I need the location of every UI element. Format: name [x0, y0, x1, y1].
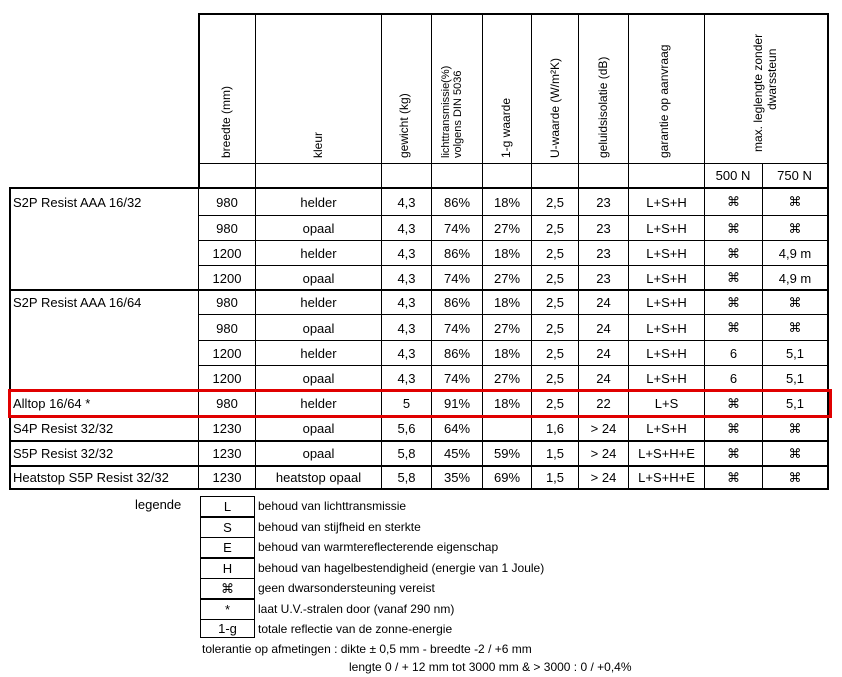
cell-breedte: 1230 — [212, 470, 242, 485]
cell-garantie: L+S+H — [646, 295, 687, 310]
cell-g: 27% — [493, 371, 521, 386]
grid-line — [628, 13, 629, 187]
tolerance-note-line1: tolerantie op afmetingen : dikte ± 0,5 mm - breedte -2 / +6 mm — [202, 642, 532, 656]
product-name-cell — [9, 242, 198, 265]
cell-licht: 91% — [443, 396, 471, 411]
cell-gewicht: 4,3 — [397, 320, 416, 336]
product-name-cell — [9, 316, 198, 340]
legend-description: behoud van stijfheid en sterkte — [258, 519, 421, 534]
cell-u: 2,5 — [545, 270, 565, 286]
cell-garantie: L+S — [654, 396, 679, 411]
cell-breedte: 1200 — [212, 346, 242, 361]
cell-g: 59% — [493, 446, 521, 461]
cell-breedte: 1230 — [212, 446, 242, 461]
grid-line — [198, 340, 827, 341]
cell-breedte: 980 — [216, 194, 238, 210]
cell-g: 18% — [493, 295, 521, 310]
cell-gewicht: 5 — [402, 396, 411, 411]
cell-gewicht: 4,3 — [397, 371, 416, 386]
cell-kleur: opaal — [302, 221, 335, 236]
product-name-cell: Alltop 16/64 * — [13, 396, 91, 411]
cell-gewicht: 5,8 — [397, 446, 416, 461]
cell-geluid: 24 — [596, 320, 611, 336]
header-dwarssteun: dwarssteun — [765, 48, 779, 110]
cell-n500: 6 — [729, 371, 738, 386]
cell-licht: 74% — [443, 221, 471, 236]
cell-u: 1,6 — [545, 421, 565, 436]
cell-geluid: 22 — [596, 396, 611, 411]
cell-licht: 64% — [443, 421, 471, 436]
cell-garantie: L+S+H — [646, 421, 687, 436]
cell-licht: 86% — [443, 194, 471, 210]
header-1g-waarde: 1-g waarde — [499, 97, 513, 158]
cell-n750: 5,1 — [785, 346, 805, 361]
cell-gewicht: 5,6 — [397, 421, 416, 436]
header-750n: 750 N — [777, 167, 812, 183]
cell-gewicht: 4,3 — [397, 194, 416, 210]
cell-licht: 74% — [443, 270, 471, 286]
cell-n500: ⌘ — [727, 220, 740, 236]
legend-key: * — [200, 599, 255, 620]
grid-line — [531, 13, 532, 187]
cell-n500: 6 — [729, 346, 738, 361]
legend-key: ⌘ — [200, 578, 255, 599]
cell-n750: 5,1 — [785, 371, 805, 386]
cell-kleur: helder — [300, 194, 337, 210]
grid-line — [198, 240, 827, 241]
cell-kleur: opaal — [302, 320, 335, 336]
cell-u: 2,5 — [545, 194, 565, 210]
cell-kleur: opaal — [302, 421, 335, 436]
cell-g: 27% — [493, 270, 521, 286]
cell-licht: 86% — [443, 295, 471, 310]
legend-key: L — [200, 496, 255, 517]
cell-kleur: opaal — [302, 270, 335, 286]
grid-line — [827, 13, 829, 187]
grid-line — [255, 13, 256, 187]
header-gewicht: gewicht (kg) — [397, 93, 411, 158]
legend-description: behoud van hagelbestendigheid (energie van 1 Joule) — [258, 560, 545, 575]
header-geluidsisolatie: geluidsisolatie (dB) — [596, 56, 610, 158]
cell-n750: ⌘ — [788, 445, 802, 461]
cell-n500: ⌘ — [727, 270, 740, 285]
cell-kleur: heatstop opaal — [275, 470, 362, 485]
grid-line — [198, 314, 827, 315]
cell-geluid: > 24 — [590, 446, 617, 461]
cell-n750: ⌘ — [788, 420, 802, 436]
cell-u: 2,5 — [545, 221, 565, 236]
cell-breedte: 980 — [216, 396, 238, 411]
cell-kleur: opaal — [302, 446, 335, 461]
cell-licht: 74% — [443, 371, 471, 386]
cell-n750: 5,1 — [785, 396, 805, 411]
legend-key: E — [200, 537, 255, 558]
header-u-waarde: U-waarde (W/m²K) — [548, 57, 562, 158]
cell-licht: 35% — [443, 470, 471, 485]
product-name-cell: S2P Resist AAA 16/64 — [13, 295, 142, 310]
legend-description: behoud van warmtereflecterende eigenschap — [258, 540, 499, 554]
cell-n500: ⌘ — [727, 194, 740, 209]
header-kleur: kleur — [311, 131, 325, 158]
cell-breedte: 1200 — [212, 371, 242, 386]
cell-u: 2,5 — [545, 371, 565, 386]
tolerance-note-line2: lengte 0 / + 12 mm tot 3000 mm & > 3000 : 0 / +0,4% — [349, 660, 632, 674]
cell-geluid: 24 — [596, 295, 611, 310]
cell-garantie: L+S+H — [646, 270, 687, 286]
grid-line — [198, 265, 827, 266]
cell-u: 1,5 — [545, 446, 565, 461]
grid-line — [198, 215, 827, 216]
product-name-cell — [9, 342, 198, 365]
cell-n500: ⌘ — [727, 294, 740, 310]
cell-g — [483, 417, 531, 440]
legend-description: geen dwarsondersteuning vereist — [258, 581, 435, 595]
cell-geluid: 23 — [596, 194, 611, 210]
cell-garantie: L+S+H+E — [638, 470, 695, 485]
cell-garantie: L+S+H — [646, 194, 687, 210]
cell-breedte: 1200 — [212, 270, 242, 286]
cell-gewicht: 4,3 — [397, 270, 416, 286]
cell-u: 1,5 — [545, 470, 565, 485]
cell-gewicht: 4,3 — [397, 295, 416, 310]
cell-garantie: L+S+H+E — [638, 446, 695, 461]
header-lichttransmissie: lichttransmissie(%) — [440, 65, 452, 158]
product-name-cell: Heatstop S5P Resist 32/32 — [13, 470, 169, 485]
grid-line — [704, 13, 705, 187]
cell-kleur: opaal — [302, 371, 335, 386]
cell-kleur: helder — [300, 346, 337, 361]
cell-licht: 45% — [443, 446, 471, 461]
legend-key: S — [200, 517, 255, 538]
cell-breedte: 980 — [216, 320, 238, 336]
cell-n750: ⌘ — [788, 220, 802, 236]
cell-g: 27% — [493, 221, 521, 236]
cell-geluid: 24 — [596, 346, 611, 361]
cell-g: 18% — [493, 396, 521, 411]
cell-u: 2,5 — [545, 346, 565, 361]
cell-geluid: > 24 — [590, 421, 617, 436]
grid-line — [431, 13, 432, 187]
cell-n750: 4,9 m — [778, 246, 812, 261]
grid-line — [827, 187, 829, 490]
cell-garantie: L+S+H — [646, 346, 687, 361]
cell-g: 18% — [493, 346, 521, 361]
grid-line — [381, 13, 382, 187]
legend-description: laat U.V.-stralen door (vanaf 290 nm) — [258, 601, 455, 616]
cell-n500: ⌘ — [727, 469, 740, 485]
cell-n500: ⌘ — [727, 445, 740, 461]
cell-gewicht: 4,3 — [397, 246, 416, 261]
cell-n500: ⌘ — [727, 245, 740, 261]
legend-title: legende — [135, 497, 182, 512]
legend-description: behoud van lichttransmissie — [258, 499, 407, 513]
cell-garantie: L+S+H — [646, 371, 687, 386]
product-name-cell: S5P Resist 32/32 — [13, 446, 114, 461]
cell-u: 2,5 — [545, 320, 565, 336]
cell-geluid: 23 — [596, 270, 611, 286]
cell-n750: ⌘ — [788, 194, 802, 209]
cell-u: 2,5 — [545, 295, 565, 310]
cell-n750: 4,9 m — [778, 270, 812, 286]
cell-breedte: 980 — [216, 295, 238, 310]
legend-description: totale reflectie van de zonne-energie — [258, 622, 453, 636]
grid-line — [198, 365, 827, 366]
header-breedte: breedte (mm) — [219, 85, 233, 158]
cell-geluid: > 24 — [590, 470, 617, 485]
header-garantie: garantie op aanvraag — [657, 44, 671, 158]
cell-n750: ⌘ — [788, 320, 802, 335]
cell-licht: 86% — [443, 246, 471, 261]
highlighted-row-outline — [8, 389, 832, 418]
cell-garantie: L+S+H — [646, 246, 687, 261]
cell-geluid: 23 — [596, 246, 611, 261]
cell-breedte: 980 — [216, 221, 238, 236]
cell-n500: ⌘ — [727, 420, 740, 436]
grid-line — [482, 13, 483, 187]
cell-n750: ⌘ — [788, 469, 802, 485]
cell-gewicht: 4,3 — [397, 221, 416, 236]
cell-n500: ⌘ — [727, 395, 740, 411]
cell-g: 18% — [493, 246, 521, 261]
header-lichttransmissie-norm: volgens DIN 5036 — [452, 70, 464, 158]
cell-u: 2,5 — [545, 246, 565, 261]
cell-breedte: 1230 — [212, 421, 242, 436]
product-name-cell: S4P Resist 32/32 — [13, 421, 114, 436]
cell-licht: 86% — [443, 346, 471, 361]
cell-licht: 74% — [443, 320, 471, 336]
cell-u: 2,5 — [545, 396, 565, 411]
cell-g: 27% — [493, 320, 521, 336]
grid-line — [198, 13, 200, 187]
cell-n750: ⌘ — [788, 294, 802, 310]
cell-g: 18% — [493, 194, 521, 210]
legend-key: 1-g — [200, 619, 255, 638]
cell-kleur: helder — [300, 295, 337, 310]
cell-kleur: helder — [300, 396, 337, 411]
cell-breedte: 1200 — [212, 246, 242, 261]
legend-key: H — [200, 558, 255, 579]
cell-garantie: L+S+H — [646, 320, 687, 336]
cell-geluid: 23 — [596, 221, 611, 236]
header-max-leglengte: max. leglengte zonder — [751, 33, 765, 152]
cell-garantie: L+S+H — [646, 221, 687, 236]
product-name-cell — [9, 367, 198, 390]
grid-line — [198, 13, 829, 15]
cell-gewicht: 4,3 — [397, 346, 416, 361]
product-name-cell — [9, 267, 198, 289]
cell-gewicht: 5,8 — [397, 470, 416, 485]
cell-kleur: helder — [300, 246, 337, 261]
grid-line — [578, 13, 579, 187]
grid-line — [9, 488, 829, 490]
cell-n500: ⌘ — [727, 320, 740, 335]
product-name-cell — [9, 217, 198, 240]
header-500n: 500 N — [715, 167, 751, 183]
cell-geluid: 24 — [596, 371, 611, 386]
cell-g: 69% — [493, 470, 521, 485]
product-name-cell: S2P Resist AAA 16/32 — [13, 194, 142, 210]
